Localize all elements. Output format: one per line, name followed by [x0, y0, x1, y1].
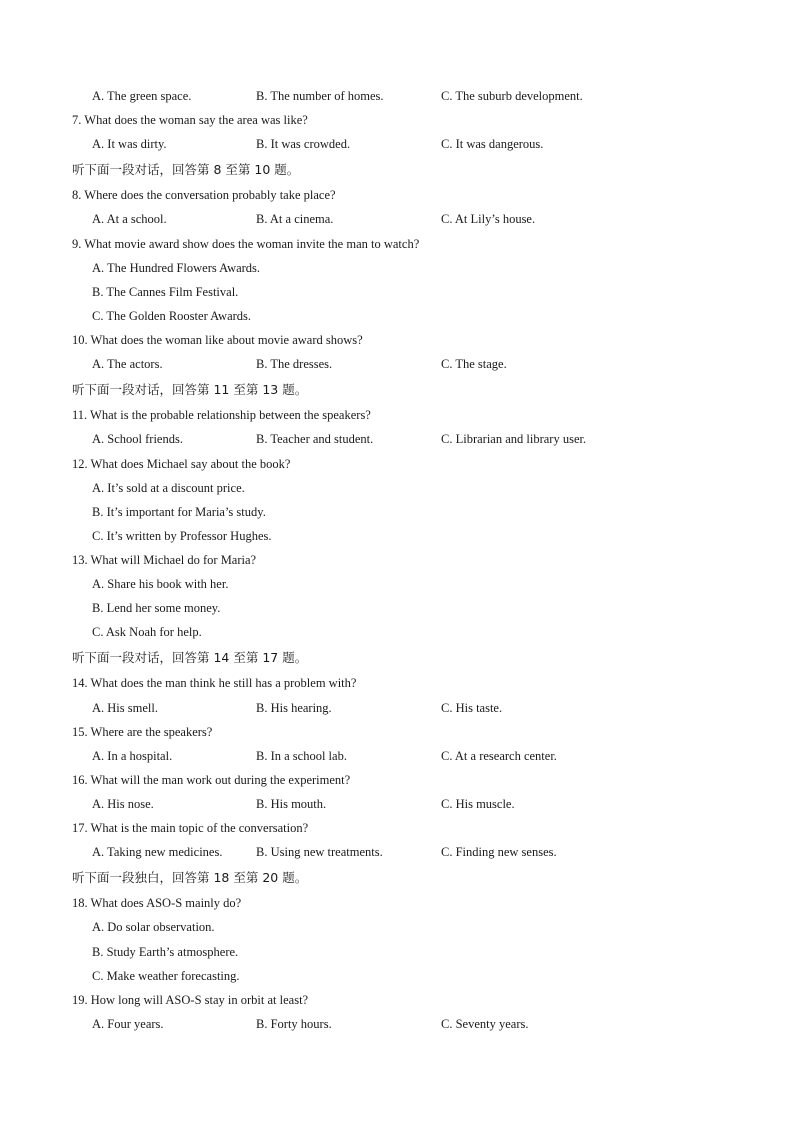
question: 10. What does the woman like about movie award shows? [72, 333, 363, 347]
question: 12. What does Michael say about the book? [72, 457, 291, 471]
option-row [72, 86, 754, 106]
question: 13. What will Michael do for Maria? [72, 553, 257, 567]
option-a: A. At a school. [92, 212, 167, 226]
option-a: A. The actors. [92, 357, 163, 371]
section-instruction: 听下面一段对话，回答第 8 至第 10 题。 [72, 162, 300, 177]
option-row [72, 842, 754, 862]
option-a: A. His nose. [92, 797, 154, 811]
option-line: C. The Golden Rooster Awards. [92, 309, 252, 323]
section-instruction: 听下面一段独白，回答第 18 至第 20 题。 [72, 870, 308, 885]
option-a: A. It was dirty. [92, 137, 167, 151]
option-b: B. The number of homes. [256, 89, 384, 103]
option-a: A. School friends. [92, 432, 183, 446]
option-line: B. The Cannes Film Festival. [92, 285, 239, 299]
option-line: C. It’s written by Professor Hughes. [92, 529, 272, 543]
option-row [72, 209, 754, 229]
question: 14. What does the man think he still has a problem with? [72, 676, 357, 690]
option-c: C. Librarian and library user. [441, 432, 587, 446]
option-a: A. His smell. [92, 701, 158, 715]
option-line: B. It’s important for Maria’s study. [92, 505, 266, 519]
option-c: C. At a research center. [441, 749, 557, 763]
option-c: C. It was dangerous. [441, 137, 544, 151]
option-c: C. His muscle. [441, 797, 515, 811]
option-row [72, 698, 754, 718]
question: 7. What does the woman say the area was like? [72, 113, 308, 127]
option-b: B. Forty hours. [256, 1017, 332, 1031]
option-line: B. Lend her some money. [92, 601, 221, 615]
question: 18. What does ASO-S mainly do? [72, 896, 242, 910]
option-line: C. Make weather forecasting. [92, 969, 240, 983]
option-c: C. At Lily’s house. [441, 212, 536, 226]
option-b: B. His mouth. [256, 797, 327, 811]
option-b: B. The dresses. [256, 357, 333, 371]
option-b: B. Teacher and student. [256, 432, 374, 446]
option-a: A. In a hospital. [92, 749, 173, 763]
option-b: B. At a cinema. [256, 212, 334, 226]
option-row [72, 134, 754, 154]
section-instruction: 听下面一段对话，回答第 14 至第 17 题。 [72, 650, 308, 665]
question: 9. What movie award show does the woman invite the man to watch? [72, 237, 420, 251]
option-row [72, 794, 754, 814]
option-row [72, 354, 754, 374]
option-a: A. Taking new medicines. [92, 845, 223, 859]
question: 16. What will the man work out during the experiment? [72, 773, 351, 787]
option-b: B. His hearing. [256, 701, 332, 715]
option-line: B. Study Earth’s atmosphere. [92, 945, 239, 959]
option-b: B. It was crowded. [256, 137, 351, 151]
option-row [72, 746, 754, 766]
question: 15. Where are the speakers? [72, 725, 213, 739]
option-line: C. Ask Noah for help. [92, 625, 202, 639]
option-line: A. Share his book with her. [92, 577, 229, 591]
option-row [72, 429, 754, 449]
option-c: C. The stage. [441, 357, 507, 371]
question: 11. What is the probable relationship between the speakers? [72, 408, 371, 422]
option-a: A. The green space. [92, 89, 192, 103]
option-c: C. Seventy years. [441, 1017, 529, 1031]
question: 8. Where does the conversation probably take place? [72, 188, 336, 202]
option-line: A. The Hundred Flowers Awards. [92, 261, 261, 275]
option-row [72, 1014, 754, 1034]
question: 17. What is the main topic of the conversation? [72, 821, 309, 835]
option-line: A. Do solar observation. [92, 920, 215, 934]
option-c: C. His taste. [441, 701, 503, 715]
option-line: A. It’s sold at a discount price. [92, 481, 245, 495]
option-b: B. Using new treatments. [256, 845, 383, 859]
option-a: A. Four years. [92, 1017, 164, 1031]
section-instruction: 听下面一段对话，回答第 11 至第 13 题。 [72, 382, 308, 397]
option-b: B. In a school lab. [256, 749, 347, 763]
option-c: C. The suburb development. [441, 89, 583, 103]
option-c: C. Finding new senses. [441, 845, 557, 859]
question: 19. How long will ASO-S stay in orbit at least? [72, 993, 309, 1007]
